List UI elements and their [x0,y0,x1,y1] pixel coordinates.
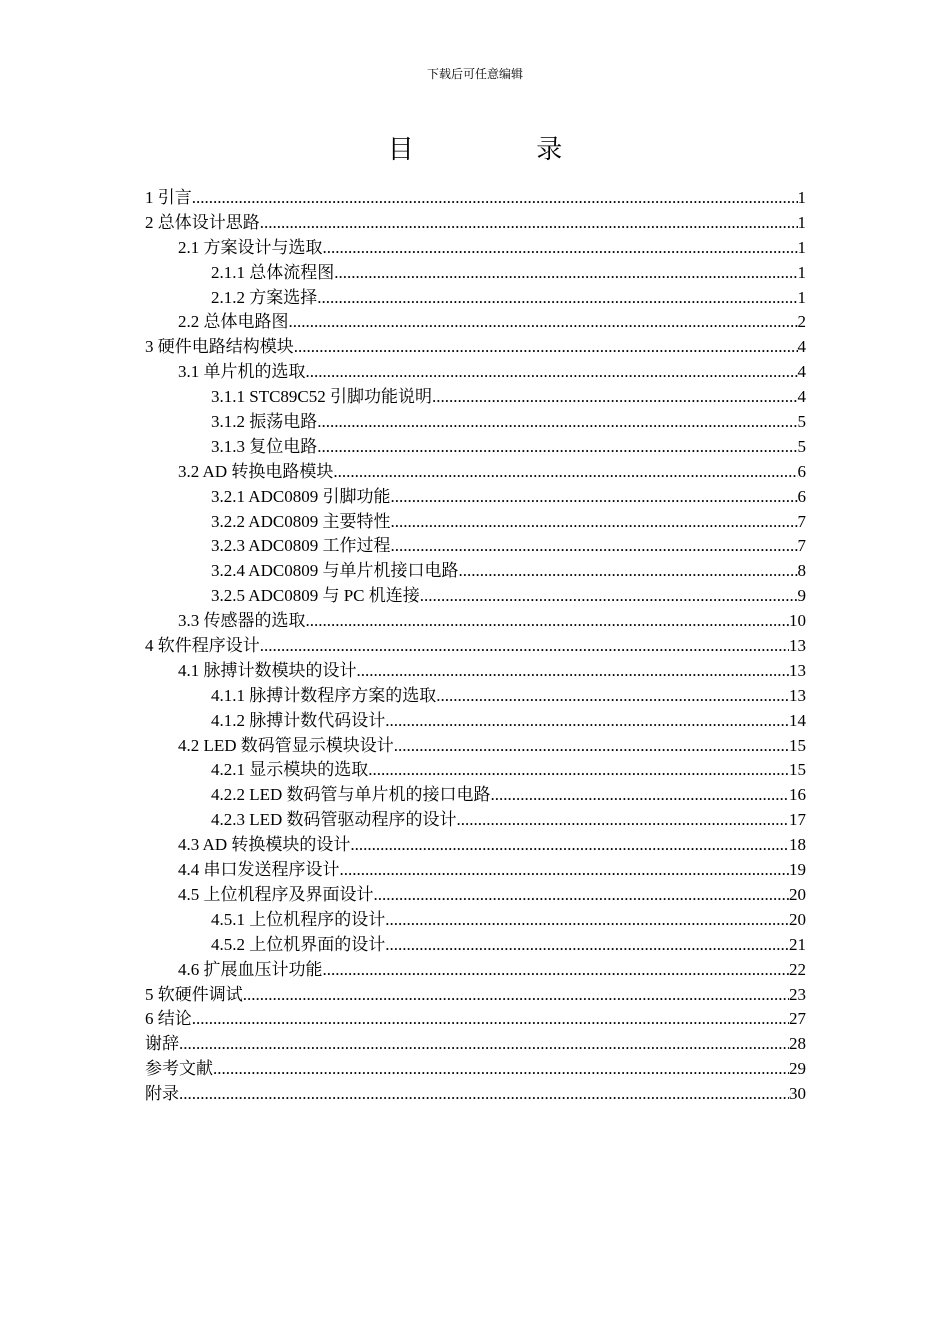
toc-entry-label: 2 总体设计思路 [145,212,260,232]
toc-dot-leader [436,684,789,709]
toc-entry-label: 5 软硬件调试 [145,984,243,1004]
toc-dot-leader [306,609,790,634]
toc-dot-leader [390,534,797,559]
toc-entry-label: 3.2.4 ADC0809 与单片机接口电路 [211,561,459,581]
toc-entry-label: 4.3 AD 转换模块的设计 [178,835,351,855]
toc-entry[interactable] [145,684,806,709]
toc-entry-page-number: 18 [789,835,806,855]
toc-entry[interactable] [145,734,806,759]
toc-dot-leader [420,584,798,609]
toc-entry[interactable] [145,808,806,833]
toc-entry-page-number: 6 [797,461,806,481]
toc-entry[interactable] [145,385,806,410]
toc-entry[interactable] [145,261,806,286]
toc-dot-leader [457,808,789,833]
toc-entry-page-number: 20 [789,909,806,929]
toc-entry[interactable] [145,559,806,584]
toc-entry[interactable] [145,858,806,883]
toc-entry-label: 3.1.2 振荡电路 [211,412,318,432]
toc-entry-page-number: 23 [789,984,806,1004]
toc-dot-leader [323,236,798,261]
toc-entry[interactable] [145,211,806,236]
toc-entry[interactable] [145,758,806,783]
toc-entry-page-number: 28 [789,1034,806,1054]
toc-entry-label: 4.1 脉搏计数模块的设计 [178,660,357,680]
toc-entry[interactable] [145,435,806,460]
toc-entry-page-number: 8 [797,561,806,581]
toc-entry-page-number: 1 [797,237,806,257]
toc-entry[interactable] [145,186,806,211]
toc-entry-label: 3.3 传感器的选取 [178,611,306,631]
toc-dot-leader [260,634,789,659]
toc-entry-label: 参考文献 [145,1059,213,1079]
toc-entry[interactable] [145,460,806,485]
toc-entry-label: 4.6 扩展血压计功能 [178,959,323,979]
page-header-note: 下载后可任意编辑 [426,67,523,81]
toc-entry-label: 4.1.1 脉搏计数程序方案的选取 [211,685,437,705]
toc-dot-leader [260,211,798,236]
toc-entry-label: 3.2.2 ADC0809 主要特性 [211,511,391,531]
toc-dot-leader [317,435,797,460]
toc-dot-leader [289,310,798,335]
toc-entry-label: 3.2.3 ADC0809 工作过程 [211,536,391,556]
toc-entry-page-number: 29 [789,1059,806,1079]
toc-entry-label: 4.5 上位机程序及界面设计 [178,884,374,904]
toc-dot-leader [317,410,797,435]
toc-entry-page-number: 9 [797,586,806,606]
toc-entry[interactable] [145,1007,806,1032]
toc-dot-leader [340,858,790,883]
toc-entry-page-number: 5 [797,436,806,456]
toc-entry-label: 3.2.5 ADC0809 与 PC 机连接 [211,586,420,606]
toc-entry[interactable] [145,534,806,559]
toc-dot-leader [458,559,797,584]
toc-entry[interactable] [145,883,806,908]
toc-entry-page-number: 15 [789,760,806,780]
toc-entry-page-number: 4 [797,362,806,382]
toc-entry-page-number: 7 [797,511,806,531]
toc-entry-label: 3 硬件电路结构模块 [145,337,294,357]
toc-entry-label: 4.2 LED 数码管显示模块设计 [178,735,394,755]
toc-entry[interactable] [145,310,806,335]
toc-entry[interactable] [145,485,806,510]
toc-entry-label: 4.2.3 LED 数码管驱动程序的设计 [211,810,457,830]
toc-entry-page-number: 19 [789,860,806,880]
toc-entry[interactable] [145,335,806,360]
toc-entry[interactable] [145,236,806,261]
toc-entry-label: 4.4 串口发送程序设计 [178,860,340,880]
toc-entry-page-number: 13 [789,660,806,680]
toc-entry-label: 2.2 总体电路图 [178,312,289,332]
toc-entry-label: 4.5.1 上位机程序的设计 [211,909,386,929]
toc-dot-leader [385,908,789,933]
toc-entry-label: 3.1.1 STC89C52 引脚功能说明 [211,387,433,407]
toc-entry-label: 6 结论 [145,1009,192,1029]
toc-entry-page-number: 16 [789,785,806,805]
toc-entry-page-number: 30 [789,1084,806,1104]
toc-entry-label: 3.2.1 ADC0809 引脚功能 [211,486,391,506]
toc-dot-leader [192,1007,789,1032]
toc-entry-page-number: 15 [789,735,806,755]
toc-dot-leader [192,186,798,211]
toc-dot-leader [350,833,789,858]
toc-dot-leader [390,485,797,510]
toc-entry[interactable] [145,410,806,435]
toc-entry[interactable] [145,983,806,1008]
toc-entry-label: 4.2.2 LED 数码管与单片机的接口电路 [211,785,491,805]
toc-entry-page-number: 6 [797,486,806,506]
toc-entry-label: 2.1.2 方案选择 [211,287,318,307]
toc-entry-label: 4.5.2 上位机界面的设计 [211,934,386,954]
toc-dot-leader [390,510,797,535]
toc-entry[interactable] [145,360,806,385]
toc-dot-leader [323,958,790,983]
toc-entry[interactable] [145,609,806,634]
toc-entry[interactable] [145,933,806,958]
toc-dot-leader [334,261,797,286]
toc-dot-leader [213,1057,789,1082]
toc-entry-page-number: 4 [797,337,806,357]
toc-entry[interactable] [145,709,806,734]
toc-dot-leader [294,335,798,360]
toc-entry-label: 附录 [145,1084,179,1104]
toc-entry-page-number: 10 [789,611,806,631]
toc-entry[interactable] [145,958,806,983]
toc-dot-leader [394,734,789,759]
toc-entry-page-number: 14 [789,710,806,730]
toc-dot-leader [357,659,790,684]
toc-entry-label: 4 软件程序设计 [145,636,260,656]
toc-entry-page-number: 1 [797,262,806,282]
toc-dot-leader [306,360,798,385]
toc-dot-leader [317,286,797,311]
toc-dot-leader [385,709,789,734]
toc-entry-label: 4.2.1 显示模块的选取 [211,760,369,780]
toc-entry-page-number: 1 [797,287,806,307]
toc-entry-page-number: 2 [797,312,806,332]
toc-dot-leader [243,983,789,1008]
toc-dot-leader [385,933,789,958]
toc-entry[interactable] [145,833,806,858]
toc-entry-page-number: 7 [797,536,806,556]
toc-entry-label: 谢辞 [145,1034,179,1054]
toc-entry-label: 1 引言 [145,188,192,207]
toc-entry[interactable] [145,510,806,535]
toc-entry-page-number: 13 [789,636,806,656]
toc-entry-label: 2.1.1 总体流程图 [211,262,335,282]
toc-dot-leader [374,883,790,908]
toc-entry-page-number: 13 [789,685,806,705]
toc-entry-page-number: 17 [789,810,806,830]
toc-entry[interactable] [145,783,806,808]
toc-dot-leader [368,758,789,783]
toc-entry-page-number: 20 [789,884,806,904]
toc-entry[interactable] [145,286,806,311]
toc-dot-leader [333,460,797,485]
toc-entry-page-number: 22 [789,959,806,979]
toc-dot-leader [432,385,797,410]
toc-entry[interactable] [145,908,806,933]
toc-dot-leader [179,1032,789,1057]
toc-entry-label: 2.1 方案设计与选取 [178,237,323,257]
toc-entry[interactable] [145,1032,806,1057]
table-of-contents [145,186,806,1107]
toc-entry-label: 3.1.3 复位电路 [211,436,318,456]
toc-entry[interactable] [145,1057,806,1082]
toc-entry[interactable] [145,584,806,609]
toc-entry-label: 4.1.2 脉搏计数代码设计 [211,710,386,730]
toc-entry[interactable] [145,634,806,659]
toc-title: 目 录 [387,135,621,164]
toc-entry-page-number: 21 [789,934,806,954]
toc-entry[interactable] [145,659,806,684]
toc-entry[interactable] [145,1082,806,1107]
toc-dot-leader [179,1082,789,1107]
toc-entry-page-number: 5 [797,412,806,432]
toc-dot-leader [491,783,789,808]
toc-entry-page-number: 4 [797,387,806,407]
toc-entry-page-number: 27 [789,1009,806,1029]
toc-entry-label: 3.1 单片机的选取 [178,362,306,382]
toc-entry-label: 3.2 AD 转换电路模块 [178,461,334,481]
toc-entry-page-number: 1 [797,212,806,232]
toc-entry-page-number: 1 [797,188,806,207]
